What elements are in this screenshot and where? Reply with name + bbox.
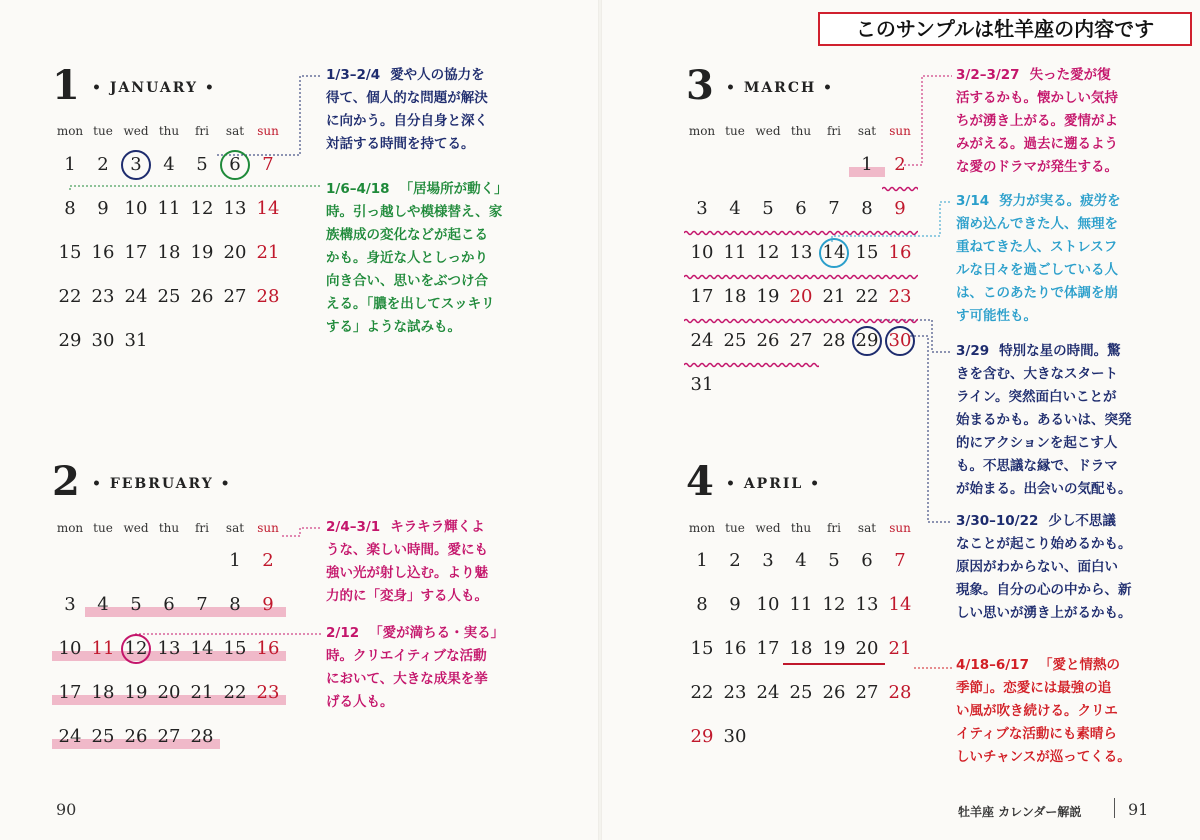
mar-day-14: 14 [822,242,846,263]
mar-day-6: 6 [795,198,807,219]
apr-day-11: 11 [789,594,813,615]
apr-day-9: 9 [729,594,741,615]
weekday-thu: thu [158,521,180,535]
jan-day-14: 14 [256,198,280,219]
apr-day-24: 24 [756,682,780,703]
feb-day-1: 1 [229,550,241,571]
feb-day-13: 13 [157,638,181,659]
jan-day-22: 22 [58,286,82,307]
mar-day-30: 30 [888,330,912,351]
circle-mar-30 [885,326,915,356]
note-line: は、このあたりで体調を崩 [956,285,1118,301]
note-line: い風が吹き続ける。クリエ [956,703,1118,719]
mar-day-31: 31 [690,374,714,395]
feb-day-14: 14 [190,638,214,659]
note-line: 時。クリエイティブな活動 [326,648,487,664]
mar-day-18: 18 [723,286,747,307]
note-line: において、大きな成果を挙 [326,671,488,687]
weekday-wed: wed [755,124,781,138]
mar-day-12: 12 [756,242,780,263]
jan-day-26: 26 [190,286,214,307]
apr-day-20: 20 [855,638,879,659]
mar-day-23: 23 [888,286,912,307]
weekday-sat: sat [225,124,245,138]
jan-day-7: 7 [262,154,274,175]
note-line: 努力が実る。疲労を [999,193,1121,209]
note-date: 4/18–6/17 [956,657,1029,673]
note-line: かも。身近な人としっかり [326,250,488,266]
feb-day-21: 21 [190,682,214,703]
feb-day-26: 26 [124,726,148,747]
feb-day-3: 3 [64,594,76,615]
note-mar-29 [956,340,1156,501]
weekday-mon: mon [688,124,716,138]
apr-day-18: 18 [789,638,813,659]
apr-day-27: 27 [855,682,879,703]
weekday-sun: sun [257,124,279,138]
mar-day-5: 5 [762,198,774,219]
jan-day-9: 9 [97,198,109,219]
note-line: 得て、個人的な問題が解決 [326,90,488,106]
jan-day-18: 18 [157,242,181,263]
jan-day-24: 24 [124,286,148,307]
apr-day-23: 23 [723,682,747,703]
mar-day-19: 19 [756,286,780,307]
weekday-thu: thu [790,124,812,138]
note-line: 活するかも。懐かしい気持 [956,90,1118,106]
weekday-mon: mon [688,521,716,535]
note-line: に向かう。自分自身と深く [326,113,488,129]
apr-day-6: 6 [861,550,873,571]
note-line: しいチャンスが巡ってくる。 [956,749,1131,765]
weekday-sun: sun [889,521,911,535]
underline-apr-row4 [882,663,885,665]
note-apr-18 [956,654,1156,769]
note-line: 「居場所が動く」 [399,181,508,197]
feb-day-15: 15 [223,638,247,659]
note-line: 時。引っ越しや模様替え、家 [326,204,503,220]
feb-day-28: 28 [190,726,214,747]
note-line: 愛や人の協力を [390,67,485,83]
jan-day-29: 29 [58,330,82,351]
note-date: 3/2–3/27 [956,67,1020,83]
weekday-thu: thu [790,521,812,535]
underline-apr-row3 [783,663,885,665]
note-line: 始まるかも。あるいは、突発 [956,412,1132,428]
weekday-wed: wed [755,521,781,535]
note-line: げる人も。 [326,694,394,710]
feb-day-24: 24 [58,726,82,747]
weekday-tue: tue [93,124,113,138]
apr-day-28: 28 [888,682,912,703]
mar-day-2: 2 [894,154,906,175]
weekday-sat: sat [857,521,877,535]
weekday-sun: sun [889,124,911,138]
note-line: ライン。突然面白いことが [956,389,1117,405]
mar-day-3: 3 [696,198,708,219]
weekday-sun: sun [257,521,279,535]
jan-day-28: 28 [256,286,280,307]
note-feb-4 [326,516,526,608]
note-line: 対話する時間を持てる。 [326,136,475,152]
mar-day-24: 24 [690,330,714,351]
mar-day-15: 15 [855,242,879,263]
jan-day-10: 10 [124,198,148,219]
mar-day-9: 9 [894,198,906,219]
note-line: 現象。自分の心の中から、新 [956,582,1132,598]
mar-day-29: 29 [855,330,879,351]
note-line: 特別な星の時間。驚 [999,343,1121,359]
mar-day-13: 13 [789,242,813,263]
note-line: 「愛と情熱の [1038,657,1120,673]
note-date: 3/30–10/22 [956,513,1039,529]
note-line: 「愛が満ちる・実る」 [369,625,505,641]
note-line: も。不思議な縁で、ドラマ [956,458,1118,474]
apr-day-22: 22 [690,682,714,703]
feb-day-12: 12 [124,638,148,659]
note-line: 族構成の変化などが起こる [326,227,488,243]
feb-day-7: 7 [196,594,208,615]
month-number-january: 1 [52,62,80,109]
mar-day-21: 21 [822,286,846,307]
note-line: 重ねてきた人、ストレスフ [956,239,1118,255]
jan-day-11: 11 [157,198,181,219]
leader-line [70,186,322,190]
weekday-wed: wed [123,521,149,535]
weekday-mon: mon [56,521,84,535]
feb-day-19: 19 [124,682,148,703]
note-date: 1/3–2/4 [326,67,381,83]
note-line: 原因がわからない、面白い [956,559,1118,575]
feb-day-25: 25 [91,726,115,747]
apr-day-29: 29 [690,726,714,747]
feb-day-18: 18 [91,682,115,703]
note-line: 的にアクションを起こす人 [956,435,1118,451]
jan-day-27: 27 [223,286,247,307]
month-number-april: 4 [686,458,714,505]
feb-day-16: 16 [256,638,280,659]
footer-divider [1114,798,1115,818]
feb-day-22: 22 [223,682,247,703]
note-line: な愛のドラマが発生する。 [956,159,1118,175]
note-date: 3/29 [956,343,990,359]
jan-day-19: 19 [190,242,214,263]
apr-day-30: 30 [723,726,747,747]
mar-day-1: 1 [861,154,873,175]
apr-day-12: 12 [822,594,846,615]
month-name-february: • FEBRUARY • [92,476,232,492]
weekday-sat: sat [225,521,245,535]
mar-day-28: 28 [822,330,846,351]
note-line: しい思いが湧き上がるかも。 [956,605,1132,621]
apr-day-5: 5 [828,550,840,571]
mar-day-7: 7 [828,198,840,219]
feb-day-2: 2 [262,550,274,571]
feb-day-5: 5 [130,594,142,615]
weekday-wed: wed [123,124,149,138]
jan-day-21: 21 [256,242,280,263]
jan-day-1: 1 [64,154,76,175]
apr-day-26: 26 [822,682,846,703]
apr-day-19: 19 [822,638,846,659]
note-line: 失った愛が復 [1029,67,1111,83]
feb-day-20: 20 [157,682,181,703]
jan-day-25: 25 [157,286,181,307]
apr-day-4: 4 [795,550,807,571]
leader-line [217,76,322,155]
jan-day-8: 8 [64,198,76,219]
page-number-left: 90 [56,800,77,819]
mar-day-22: 22 [855,286,879,307]
jan-day-5: 5 [196,154,208,175]
note-feb-12 [326,622,526,714]
apr-day-2: 2 [729,550,741,571]
apr-day-3: 3 [762,550,774,571]
circle-mar-29 [852,326,882,356]
jan-day-20: 20 [223,242,247,263]
note-line: 溜め込んできた人、無理を [956,216,1118,232]
jan-day-4: 4 [163,154,175,175]
note-line: キラキラ輝くよ [390,519,485,535]
note-line: 季節」。恋愛には最強の追 [956,680,1112,696]
apr-day-13: 13 [855,594,879,615]
jan-day-31: 31 [124,330,148,351]
apr-day-15: 15 [690,638,714,659]
mar-day-8: 8 [861,198,873,219]
running-head: 牡羊座 カレンダー解説 [958,805,1082,819]
month-name-january: • JANUARY • [92,80,216,96]
mar-day-25: 25 [723,330,747,351]
note-line: す可能性も。 [956,308,1037,324]
feb-day-27: 27 [157,726,181,747]
feb-day-4: 4 [97,594,109,615]
jan-day-30: 30 [91,330,115,351]
jan-day-17: 17 [124,242,148,263]
apr-day-25: 25 [789,682,813,703]
jan-day-12: 12 [190,198,214,219]
weekday-sat: sat [857,124,877,138]
mar-day-4: 4 [729,198,741,219]
note-line: きを含む、大きなスタート [956,366,1118,382]
note-line: イティブな活動にも素晴ら [956,726,1117,742]
page-number-right: 91 [1128,800,1149,819]
month-number-february: 2 [52,458,80,505]
mar-day-16: 16 [888,242,912,263]
leader-line [282,528,322,536]
circle-feb-12 [121,634,151,664]
mar-day-20: 20 [789,286,813,307]
apr-day-10: 10 [756,594,780,615]
jan-day-3: 3 [130,154,142,175]
feb-day-11: 11 [91,638,115,659]
note-line: が始まる。出会いの気配も。 [956,481,1132,497]
note-line: みがえる。過去に遡るよう [956,136,1118,152]
mar-day-11: 11 [723,242,747,263]
feb-day-23: 23 [256,682,280,703]
apr-day-7: 7 [894,550,906,571]
apr-day-16: 16 [723,638,747,659]
circle-jan-6 [220,150,250,180]
note-date: 2/4–3/1 [326,519,381,535]
mar-day-10: 10 [690,242,714,263]
note-line: 少し不思議 [1048,513,1116,529]
jan-day-23: 23 [91,286,115,307]
note-date: 3/14 [956,193,990,209]
weekday-tue: tue [725,521,745,535]
weekday-thu: thu [158,124,180,138]
mar-day-17: 17 [690,286,714,307]
feb-day-6: 6 [163,594,175,615]
feb-day-8: 8 [229,594,241,615]
note-date: 1/6–4/18 [326,181,390,197]
note-jan-3 [326,64,516,156]
note-line: 力的に「変身」する人も。 [326,588,488,604]
note-line: える。「膿を出してスッキリ [326,296,495,312]
note-date: 2/12 [326,625,360,641]
weekday-fri: fri [194,521,209,535]
jan-day-13: 13 [223,198,247,219]
jan-day-6: 6 [229,154,241,175]
sample-banner: このサンプルは牡羊座の内容です [818,12,1192,46]
weekday-tue: tue [725,124,745,138]
apr-day-14: 14 [888,594,912,615]
weekday-fri: fri [194,124,209,138]
apr-day-17: 17 [756,638,780,659]
note-line: うな、楽しい時間。愛にも [326,542,488,558]
jan-day-15: 15 [58,242,82,263]
leader-line [910,336,952,522]
note-mar-14 [956,190,1156,328]
note-line: 向き合い、思いをぶつけ合 [326,273,488,289]
month-name-april: • APRIL • [726,476,822,492]
apr-day-21: 21 [888,638,912,659]
month-number-march: 3 [686,62,714,109]
note-jan-6 [326,178,526,339]
month-name-march: • MARCH • [726,80,835,96]
note-line: 強い光が射し込む。より魅 [326,565,488,581]
note-line: ルな日々を過ごしている人 [956,262,1118,278]
jan-day-2: 2 [97,154,109,175]
circle-jan-3 [121,150,151,180]
feb-day-17: 17 [58,682,82,703]
note-line: ちが湧き上がる。愛情がよ [956,113,1118,129]
mar-day-26: 26 [756,330,780,351]
weekday-tue: tue [93,521,113,535]
weekday-mon: mon [56,124,84,138]
jan-day-16: 16 [91,242,115,263]
note-line: する」ような試みも。 [326,319,461,335]
feb-day-9: 9 [262,594,274,615]
note-line: なことが起こり始めるかも。 [956,536,1132,552]
note-mar-2 [956,64,1156,179]
mar-day-27: 27 [789,330,813,351]
feb-day-10: 10 [58,638,82,659]
apr-day-1: 1 [696,550,708,571]
apr-day-8: 8 [696,594,708,615]
circle-mar-14 [819,238,849,268]
note-mar-30 [956,510,1156,625]
weekday-fri: fri [826,521,841,535]
weekday-fri: fri [826,124,841,138]
